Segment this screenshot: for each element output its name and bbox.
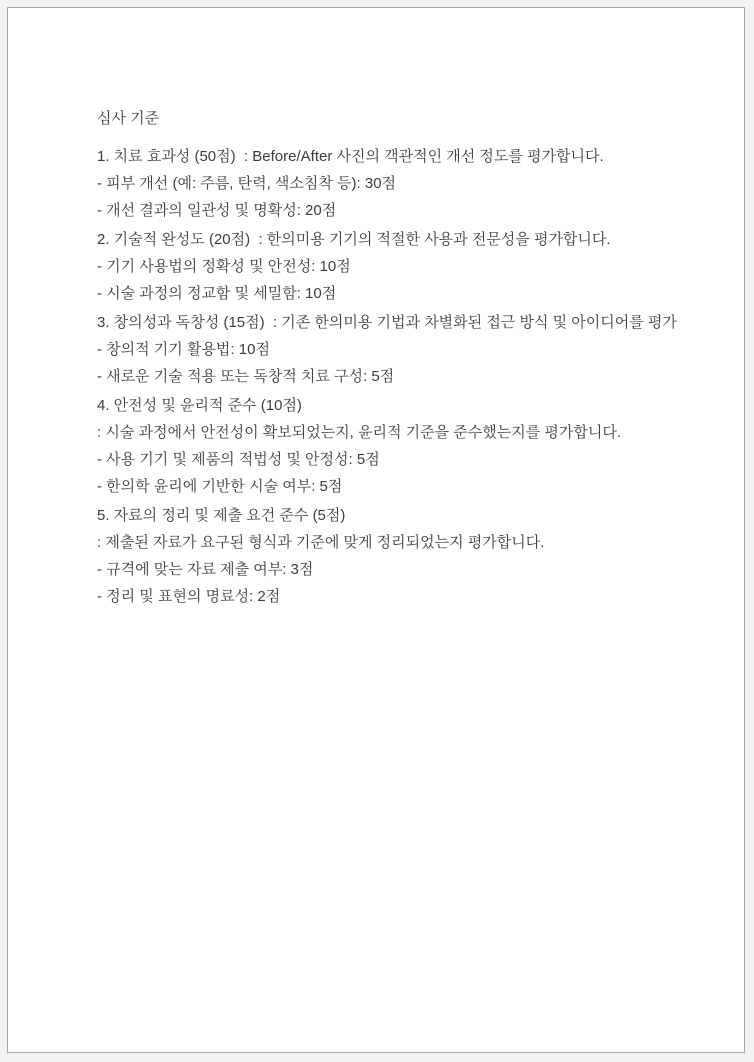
document-content [8,8,744,610]
text-line: - 사용 기기 및 제품의 적법성 및 안정성: 5점 [97,451,380,468]
text-line: 1. 치료 효과성 (50점) : Before/After 사진의 객관적인 개선 정도를 평가합니다. [97,148,604,165]
criteria-section [97,309,714,390]
text-line: - 새로운 기술 적용 또는 독창적 치료 구성: 5점 [97,368,395,385]
text-line: - 규격에 맞는 자료 제출 여부: 3점 [97,561,314,578]
criteria-section [97,143,714,224]
text-line: - 정리 및 표현의 명료성: 2점 [97,588,281,605]
sections-container [97,143,714,610]
text-line: - 개선 결과의 일관성 및 명확성: 20점 [97,202,337,219]
criteria-section [97,502,714,610]
criteria-section [97,392,714,500]
criteria-section [97,226,714,307]
text-line: - 한의학 윤리에 기반한 시술 여부: 5점 [97,478,343,495]
text-line: - 기기 사용법의 정확성 및 안전성: 10점 [97,258,351,275]
text-line: - 피부 개선 (예: 주름, 탄력, 색소침착 등): 30점 [97,175,397,192]
text-line: : 제출된 자료가 요구된 형식과 기준에 맞게 정리되었는지 평가합니다. [97,534,545,551]
text-line: 3. 창의성과 독창성 (15점) : 기존 한의미용 기법과 차별화된 접근 방식 및 아이디어를 평가 [97,314,677,331]
text-line: : 시술 과정에서 안전성이 확보되었는지, 윤리적 기준을 준수했는지를 평가합니다. [97,424,622,441]
text-line: - 창의적 기기 활용법: 10점 [97,341,270,358]
text-line: - 시술 과정의 정교함 및 세밀함: 10점 [97,285,337,302]
document-title: 심사 기준 [97,110,160,127]
text-line: 4. 안전성 및 윤리적 준수 (10점) [97,397,302,414]
document-page [7,7,745,1053]
text-line: 5. 자료의 정리 및 제출 요건 준수 (5점) [97,507,346,524]
text-line: 2. 기술적 완성도 (20점) : 한의미용 기기의 적절한 사용과 전문성을 평가합니다. [97,231,611,248]
